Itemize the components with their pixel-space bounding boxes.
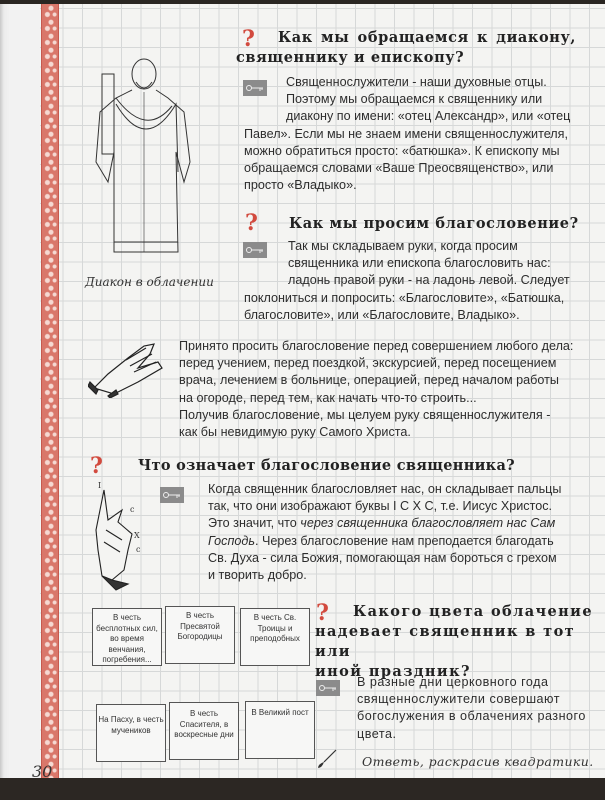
color-square-4[interactable]: На Пасху, в честь мучеников [96,704,166,762]
svg-text:c: c [136,545,141,554]
paintbrush-icon [316,748,338,770]
section-2-answer: Так мы складываем руки, когда просим священника или епископа благословить нас: ладонь правой руки - на ладонь левой. Следует поклониться и попросить: «Благословите», «Батюшка, благословите», или «Благословите, Владыко». [244,239,570,322]
question-icon: ? [245,210,258,236]
color-square-1[interactable]: В честь бесплотных сил, во время венчания, погребения... [92,608,162,666]
textbook-page [0,4,605,778]
page-number: 30 [32,762,53,778]
section-1-answer: Священнослужители - наши духовные отцы. Поэтому мы обращаемся к священнику или диакону по имени: «отец Александр», или «отец Павел». Если мы не знаем имени священнослужителя, можно обратиться просто: «батюшка». К епископу мы обращаемся словами «Ваше Преосвященство», или просто «Владыко». [244,75,571,193]
page-stack-edge [0,4,40,778]
section-1-question: Как мы обращаемся к диакону, священнику и епископу? [236,29,576,66]
folded-hands-illustration [88,338,166,398]
key-icon [316,680,340,696]
blessing-hand-illustration [92,480,156,598]
section-2-question: Как мы просим благословение? [289,215,579,232]
instruction-text: Ответь, раскрасив квадратики. [362,754,594,769]
blessing-customs-text: Принято просить благословение перед совершением любого дела: перед учением, перед поездкой, экскурсией, перед посещением врача, лечением в больнице, операцией, перед началом работы на огороде, перед тем, как начать что-то строить... Получив благословение, мы целуем руку священнослужителя - как бы невидимую руку Самого Христа. [179,339,574,440]
svg-text:I: I [98,481,102,490]
svg-text:X: X [134,531,140,540]
key-icon [160,487,184,503]
section-4-answer: В разные дни церковного года священнослужители совершают богослужения в облачениях разного цвета. [357,675,586,741]
question-icon: ? [316,600,329,626]
question-icon: ? [242,26,255,52]
background-surface [0,778,605,800]
deacon-caption: Диакон в облачении [85,275,214,289]
color-square-3[interactable]: В честь Св. Троицы и преподобных [240,608,310,666]
svg-text:c: c [130,505,135,514]
color-square-6[interactable]: В Великий пост [245,701,315,759]
section-3-answer: Когда священник благословляет нас, он складывает пальцы так, что они изображают буквы I С Х С, т.е. Иисус Христос. Это значит, что через священника благословляет нас Сам Господь. Через благословение нам преподается благодать Св. Духа - сила Божия, помогающая нам бороться с грехом и творить добро. [208,482,562,583]
section-3-question: Что означает благословение священника? [138,457,515,474]
color-square-5[interactable]: В честь Спасителя, в воскресные дни [169,702,239,760]
color-square-2[interactable]: В честь Пресвятой Богородицы [165,606,235,664]
deacon-in-vestments-illustration [86,52,196,262]
question-icon: ? [90,453,103,479]
section-4-question: Какого цвета облачение надевает священник в тот или иной праздник? [315,603,593,680]
red-ornamental-border [41,4,59,778]
